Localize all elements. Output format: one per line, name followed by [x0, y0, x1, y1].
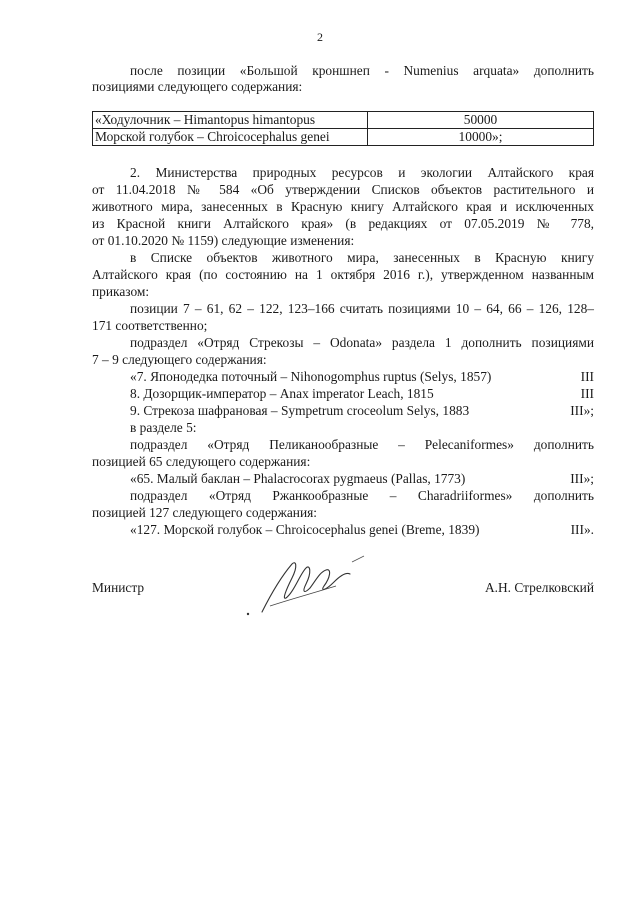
table-cell-value: 10000»; — [368, 129, 594, 146]
signatory-name: А.Н. Стрелковский — [484, 580, 594, 595]
species-8-category: III — [580, 386, 594, 401]
handwritten-signature — [240, 548, 370, 618]
para3-line-2: Алтайского края (по состоянию на 1 октября 2016 г.), утвержденном названным — [92, 267, 594, 282]
item-127-category: III». — [570, 522, 594, 537]
para2-line-1: 2. Министерства природных ресурсов и экологии Алтайского края — [130, 165, 594, 180]
section5-heading: в разделе 5: — [130, 420, 197, 435]
para6-line-2: позицией 65 следующего содержания: — [92, 454, 311, 469]
species-9-category: III»; — [570, 403, 594, 418]
table-row — [93, 112, 594, 129]
item-65: «65. Малый баклан – Phalacrocorax pygmaeus (Pallas, 1773) — [130, 471, 466, 486]
intro-line-2: позициями следующего содержания: — [92, 79, 303, 94]
species-8: 8. Дозорщик-император – Anax imperator Leach, 1815 — [130, 386, 434, 401]
para2-line-5: от 01.10.2020 № 1159) следующие изменения: — [92, 233, 355, 248]
table-cell-name: Морской голубок – Chroicocephalus genei — [93, 129, 368, 146]
table-cell-value: 50000 — [368, 112, 594, 129]
species-7-category: III — [580, 369, 594, 384]
signatory-title: Министр — [92, 580, 145, 595]
para6-line-1: подраздел «Отряд Пеликанообразные – Pelecaniformes» дополнить — [130, 437, 594, 452]
para7-line-1: подраздел «Отряд Ржанкообразные – Charadriiformes» дополнить — [130, 488, 594, 503]
item-127: «127. Морской голубок – Chroicocephalus genei (Breme, 1839) — [130, 522, 480, 537]
species-7: «7. Японодедка поточный – Nihonogomphus ruptus (Selys, 1857) — [130, 369, 492, 384]
table-cell-name: «Ходулочник – Himantopus himantopus — [93, 112, 368, 129]
positions-table — [92, 111, 594, 146]
para3-line-1: в Списке объектов животного мира, занесенных в Красную книгу — [130, 250, 594, 265]
para2-line-4: из Красной книги Алтайского края» (в редакциях от 07.05.2019 № 778, — [92, 216, 594, 231]
item-65-category: III»; — [570, 471, 594, 486]
para2-line-3: животного мира, занесенных в Красную книгу Алтайского края и исключенных — [92, 199, 594, 214]
para7-line-2: позицией 127 следующего содержания: — [92, 505, 318, 520]
page-number: 2 — [317, 30, 323, 44]
para5-line-1: подраздел «Отряд Стрекозы – Odonata» раздела 1 дополнить позициями — [130, 335, 594, 350]
para3-line-3: приказом: — [92, 284, 150, 299]
table-row — [93, 129, 594, 146]
intro-line-1: после позиции «Большой кроншнеп - Numenius arquata» дополнить — [130, 63, 594, 78]
species-9: 9. Стрекоза шафрановая – Sympetrum croceolum Selys, 1883 — [130, 403, 470, 418]
para5-line-2: 7 – 9 следующего содержания: — [92, 352, 267, 367]
para4-line-2: 171 соответственно; — [92, 318, 208, 333]
para2-line-2: от 11.04.2018 № 584 «Об утверждении Списков объектов растительного и — [92, 182, 594, 197]
para4-line-1: позиции 7 – 61, 62 – 122, 123–166 считать позициями 10 – 64, 66 – 126, 128– — [130, 301, 594, 316]
